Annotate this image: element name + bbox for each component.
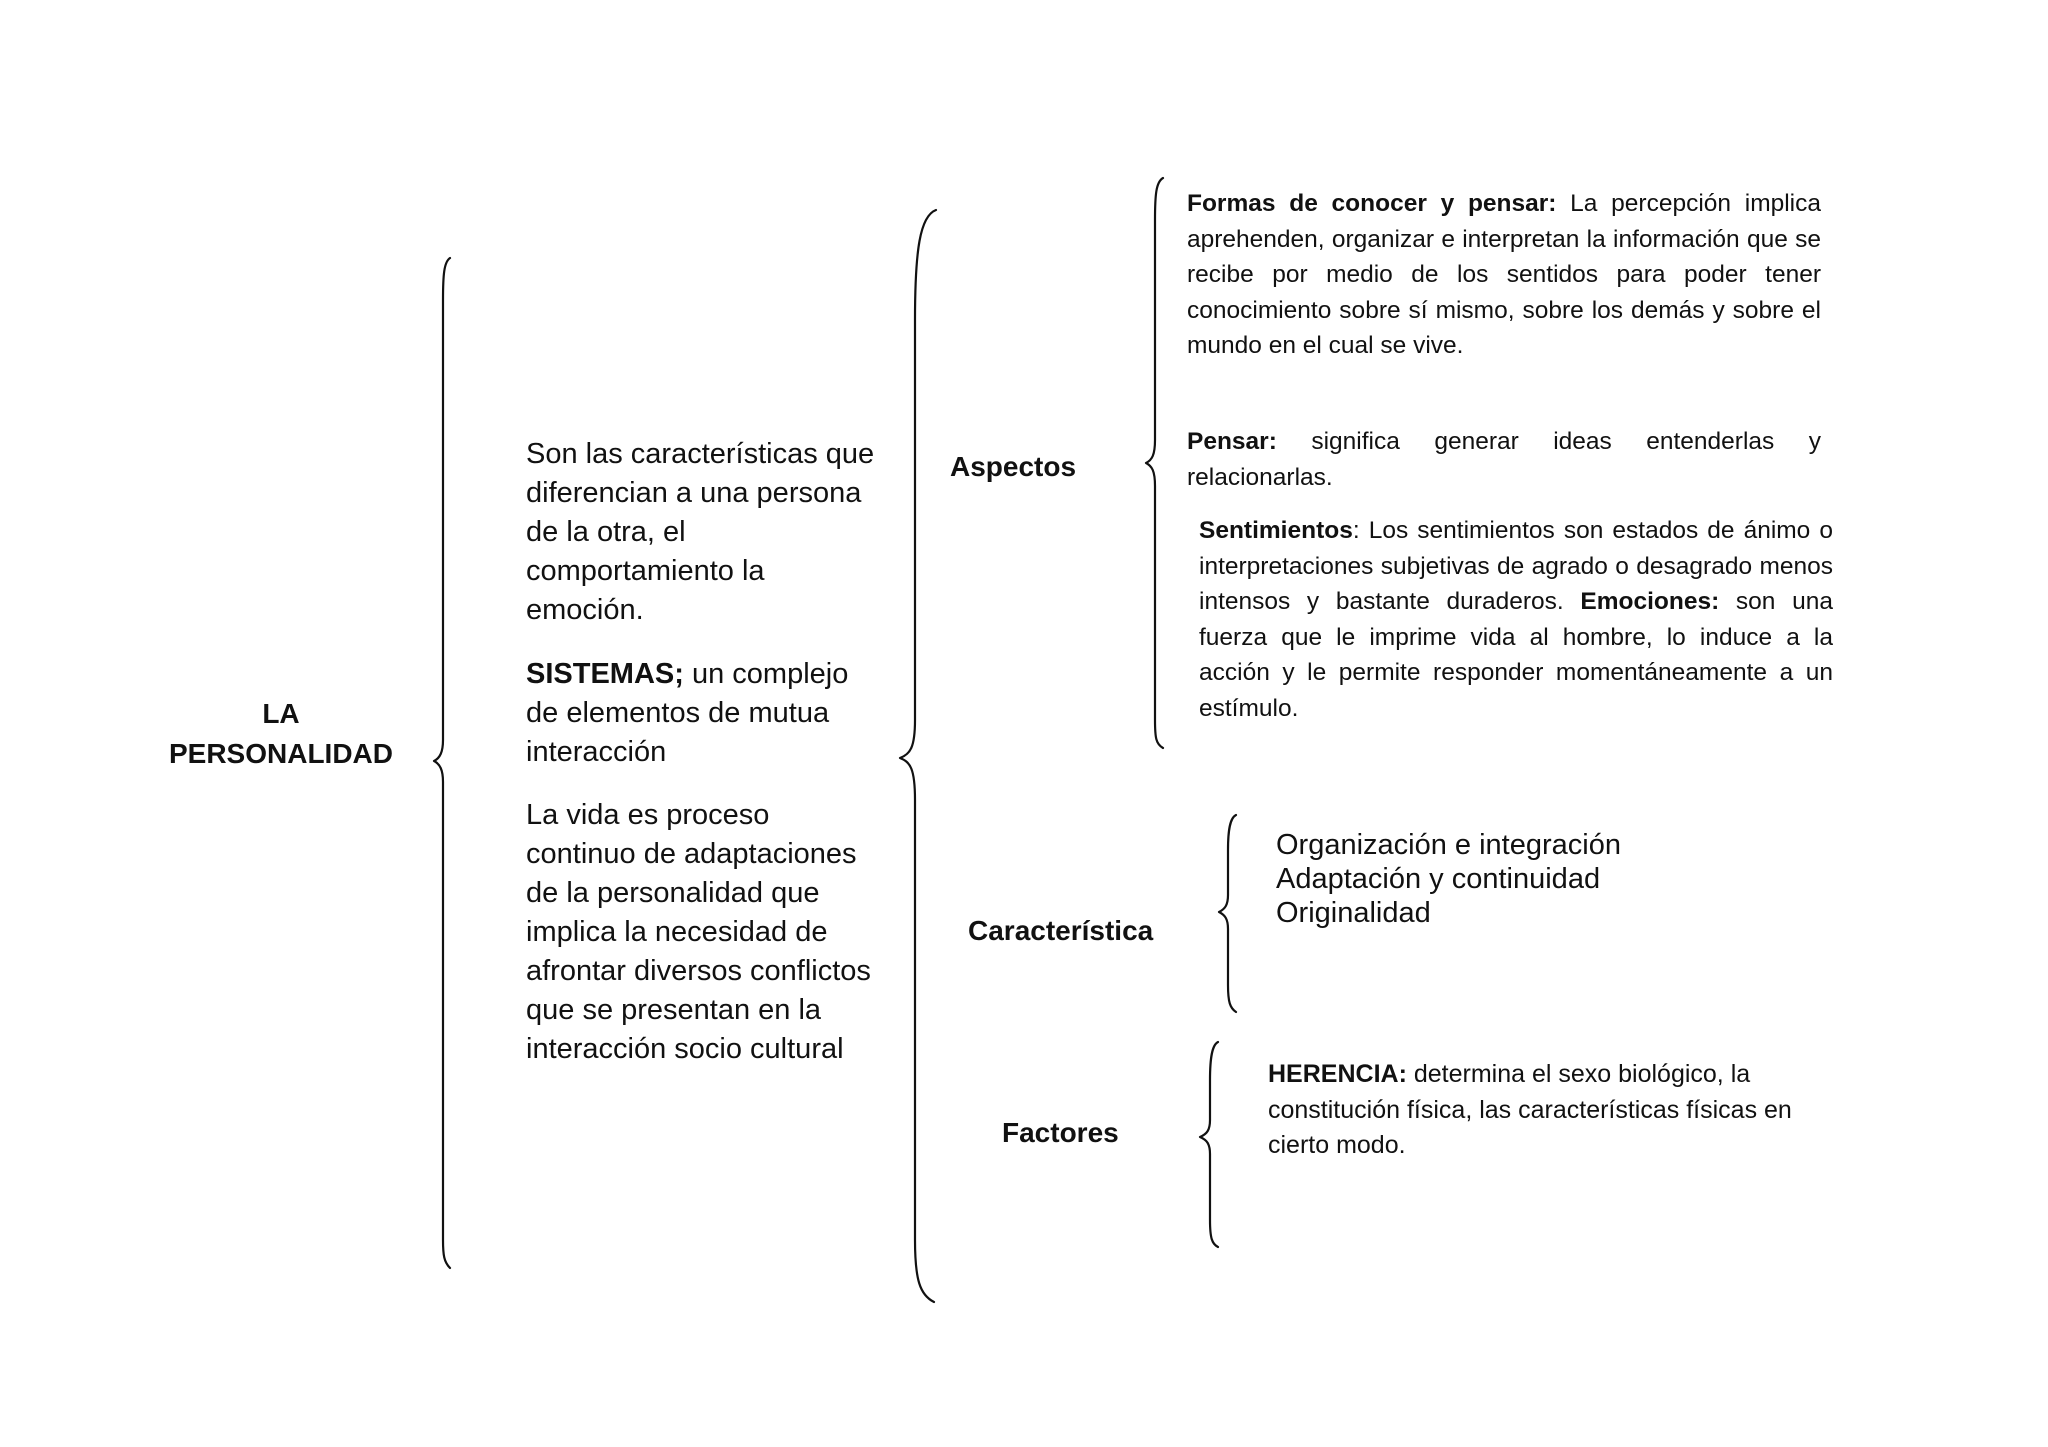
pensar-block xyxy=(1187,424,1821,495)
sistemas-block xyxy=(526,655,882,772)
sistemas-paragraph xyxy=(526,655,882,772)
sentimientos-block xyxy=(1199,513,1833,726)
branch-caracteristica: Característica xyxy=(968,915,1154,946)
sistemas-text: un complejo de elementos de mutua interacción xyxy=(526,658,849,768)
sistemas-term: SISTEMAS; xyxy=(526,658,684,690)
main-brace xyxy=(434,258,450,1268)
branch-aspectos: Aspectos xyxy=(950,451,1077,482)
caracteristica-item: Adaptación y continuidad xyxy=(1276,863,1601,895)
secondary-brace xyxy=(900,210,936,1302)
branch-factores: Factores xyxy=(1002,1117,1119,1148)
pensar-paragraph xyxy=(1187,424,1821,495)
sentimientos-text: : Los sentimientos son estados de ánimo o interpretaciones subjetivas de agrado o desagrado menos intensos y bastante duraderos. xyxy=(1199,517,1833,615)
herencia-term: HERENCIA: xyxy=(1268,1060,1407,1088)
emociones-text: son una fuerza que le imprime vida al hombre, lo induce a la acción y le permite responder momentáneamente a un estímulo. xyxy=(1199,588,1833,722)
definition-paragraph: Son las características que diferencian a una persona de la otra, el comportamiento la emoción. xyxy=(526,438,875,626)
caracteristica-brace xyxy=(1219,815,1236,1012)
formas-term: Formas de conocer y pensar: xyxy=(1187,190,1557,217)
caracteristica-item: Originalidad xyxy=(1276,897,1431,929)
herencia-block xyxy=(1268,1057,1848,1164)
herencia-text: determina el sexo biológico, la constitución física, las características físicas en cierto modo. xyxy=(1268,1060,1792,1159)
pensar-text: significa generar ideas entenderlas y relacionarlas. xyxy=(1187,428,1821,491)
caracteristica-item: Organización e integración xyxy=(1276,829,1621,861)
formas-block xyxy=(1187,186,1821,364)
vida-paragraph: La vida es proceso continuo de adaptaciones de la personalidad que implica la necesidad de afrontar diversos conflictos que se presentan en la interacción socio cultural xyxy=(526,799,871,1065)
title-line-1: LA xyxy=(262,698,300,729)
diagram-title xyxy=(150,694,412,774)
title-line-2: PERSONALIDAD xyxy=(168,738,393,769)
formas-paragraph xyxy=(1187,186,1821,364)
formas-text: La percepción implica aprehenden, organizar e interpretan la información que se recibe por medio de los sentidos para poder tener conocimiento sobre sí mismo, sobre los demás y sobre el mundo en el cual se vive. xyxy=(1187,190,1821,359)
caracteristica-list xyxy=(1276,828,1621,930)
pensar-term: Pensar: xyxy=(1187,428,1277,455)
vida-block xyxy=(526,796,874,1069)
emociones-term: Emociones: xyxy=(1580,588,1720,615)
sentimientos-term: Sentimientos xyxy=(1199,517,1353,544)
definition-text xyxy=(526,435,882,630)
aspectos-brace xyxy=(1146,178,1163,748)
sentimientos-paragraph xyxy=(1199,513,1833,726)
factores-brace xyxy=(1200,1042,1218,1247)
